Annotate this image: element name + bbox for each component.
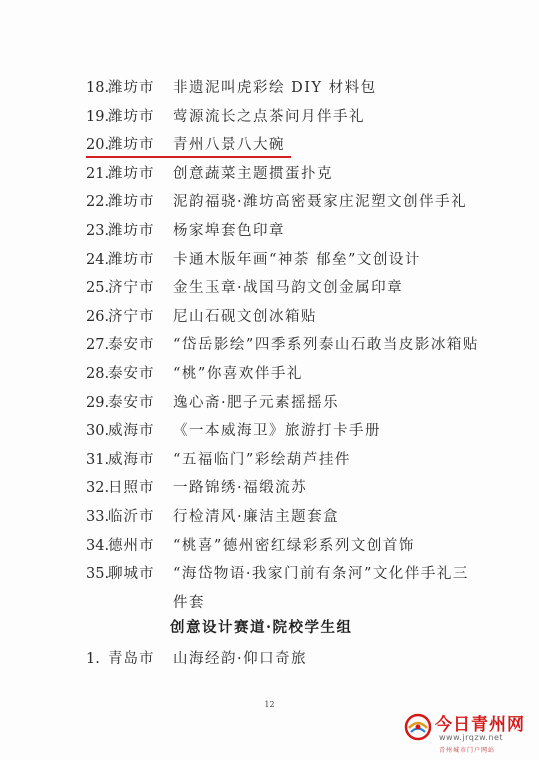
item-number: 30. <box>86 423 110 440</box>
site-logo-icon <box>403 712 433 742</box>
list-item <box>86 474 516 503</box>
list-item <box>86 188 516 217</box>
list-item <box>86 389 516 418</box>
section-heading: 创意设计赛道·院校学生组 <box>170 619 353 636</box>
watermark-url: www.jrqzw.net <box>439 733 504 742</box>
student-award-list <box>86 645 516 674</box>
item-city: 青岛市 <box>108 651 155 667</box>
item-number: 22. <box>86 194 110 211</box>
item-title: “五福临门”彩绘葫芦挂件 <box>173 451 351 468</box>
item-city: 潍坊市 <box>108 251 155 268</box>
item-city: 潍坊市 <box>108 194 155 211</box>
item-number: 27. <box>86 337 110 354</box>
item-number: 26. <box>86 308 110 325</box>
item-number: 21. <box>86 165 110 182</box>
list-item <box>86 103 516 132</box>
item-title: 泥韵福骁·潍坊高密聂家庄泥塑文创伴手礼 <box>173 194 468 211</box>
list-item <box>86 360 516 389</box>
item-city: 日照市 <box>108 480 155 497</box>
red-highlight-underline <box>86 156 291 158</box>
item-title: 卡通木版年画“神荼 郁垒”文创设计 <box>173 251 421 268</box>
item-title: “桃”你喜欢伴手礼 <box>173 365 303 382</box>
item-title: 山海经韵·仰口奇旅 <box>173 651 308 667</box>
award-list <box>86 74 516 617</box>
list-item <box>86 303 516 332</box>
item-title: 杨家埠套色印章 <box>173 222 285 239</box>
item-number: 1. <box>86 651 100 667</box>
list-item <box>86 246 516 275</box>
item-city: 潍坊市 <box>108 165 155 182</box>
list-item <box>86 503 516 532</box>
item-number: 25. <box>86 280 110 297</box>
item-city: 济宁市 <box>108 280 155 297</box>
watermark-slogan: 青州城市门户网站 <box>439 747 496 754</box>
item-number: 33. <box>86 508 110 525</box>
list-item <box>86 560 516 617</box>
item-city: 泰安市 <box>108 337 155 354</box>
item-title: 创意蔬菜主题掼蛋扑克 <box>173 165 333 182</box>
list-item <box>86 160 516 189</box>
list-item <box>86 74 516 103</box>
item-number: 24. <box>86 251 110 268</box>
watermark-title: 今日青州网 <box>435 715 525 735</box>
list-item <box>86 446 516 475</box>
item-number: 31. <box>86 451 110 468</box>
item-city: 潍坊市 <box>108 80 155 96</box>
item-number: 35. <box>86 566 110 583</box>
item-city: 潍坊市 <box>108 137 155 154</box>
item-title: “海岱物语·我家门前有条河”文化伴手礼三件套 <box>173 566 469 611</box>
item-number: 29. <box>86 394 110 411</box>
item-city: 威海市 <box>108 451 155 468</box>
item-title: 行检清风·廉洁主题套盒 <box>173 508 340 525</box>
item-title: 《一本威海卫》旅游打卡手册 <box>173 423 381 440</box>
list-item <box>86 274 516 303</box>
item-title: 尼山石砚文创冰箱贴 <box>173 308 317 325</box>
list-item <box>86 532 516 561</box>
item-number: 18. <box>86 80 110 96</box>
item-city: 潍坊市 <box>108 222 155 239</box>
item-number: 34. <box>86 537 110 554</box>
item-title: 非遗泥叫虎彩绘 DIY 材料包 <box>173 80 377 96</box>
item-city: 聊城市 <box>108 566 155 583</box>
item-city: 泰安市 <box>108 394 155 411</box>
item-city: 泰安市 <box>108 365 155 382</box>
item-city: 德州市 <box>108 537 155 554</box>
item-city: 潍坊市 <box>108 108 155 125</box>
item-title: 青州八景八大碗 <box>173 137 285 154</box>
item-city: 威海市 <box>108 423 155 440</box>
watermark <box>403 706 533 756</box>
item-title: “桃喜”德州密红绿彩系列文创首饰 <box>173 537 415 554</box>
item-number: 28. <box>86 365 110 382</box>
item-number: 32. <box>86 480 110 497</box>
list-item <box>86 645 516 674</box>
list-item <box>86 417 516 446</box>
item-number: 23. <box>86 222 110 239</box>
item-number: 19. <box>86 108 110 125</box>
list-item <box>86 331 516 360</box>
item-title: 莺源流长之点茶问月伴手礼 <box>173 108 365 125</box>
item-title: “岱岳影绘”四季系列泰山石敢当皮影冰箱贴 <box>173 337 479 354</box>
item-city: 临沂市 <box>108 508 155 525</box>
item-title: 逸心斋·肥子元素摇摇乐 <box>173 394 340 411</box>
list-item <box>86 217 516 246</box>
item-title: 金生玉章·战国马韵文创金属印章 <box>173 280 404 297</box>
list-item-highlighted <box>86 131 516 160</box>
page-number: 12 <box>264 700 275 709</box>
item-title: 一路锦绣·福缎流苏 <box>173 480 308 497</box>
item-city: 济宁市 <box>108 308 155 325</box>
item-number: 20. <box>86 137 110 154</box>
